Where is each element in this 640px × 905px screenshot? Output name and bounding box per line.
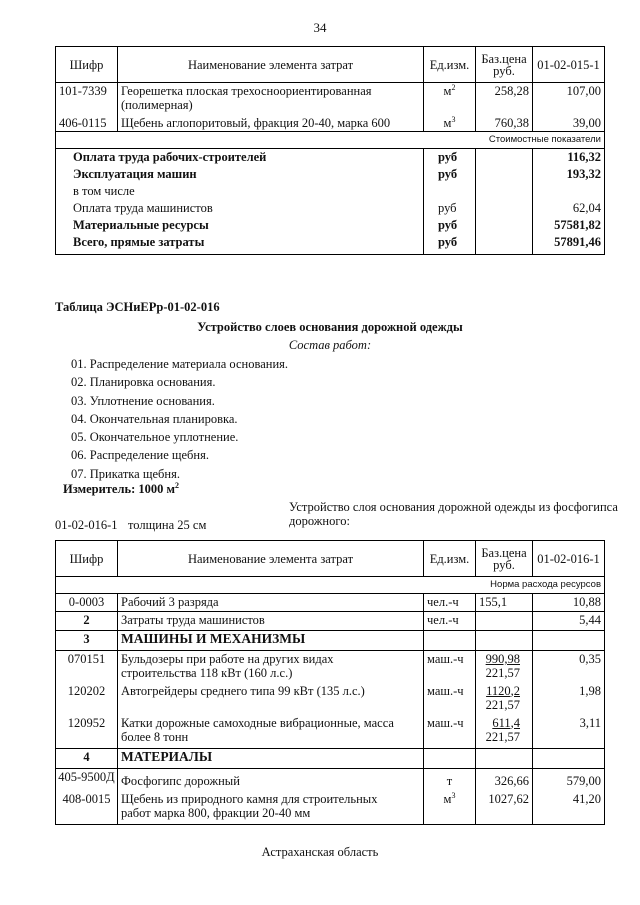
list-item: 04. Окончательная планировка. (71, 411, 238, 426)
list-item: 06. Распределение щебня. (71, 448, 209, 463)
summary-row: Эксплуатация машин руб 193,32 (56, 166, 605, 183)
footer-region: Астраханская область (261, 845, 379, 859)
description-line-1: Устройство слоя основания дорожной одежды из фосфогипса дорожного: (289, 500, 618, 528)
table-title: Таблица ЭСНиЕРр-01-02-016 (55, 300, 220, 314)
header-name: Наименование элемента затрат (118, 541, 424, 577)
table-row: 406-0115 Щебень аглопоритовый, фракция 20-40, марка 600 $м^3$ 760,38 39,00 (56, 115, 605, 132)
norm-header: Норма расхода ресурсов (56, 577, 605, 594)
resource-table (55, 540, 605, 825)
page-number: 34 (313, 20, 327, 35)
meter-label: Измеритель: 1000 $м^2$ (63, 480, 180, 496)
description-code: 01-02-016-1 (55, 518, 118, 532)
header-unit: Ед.изм. (424, 47, 476, 83)
section-subtitle: Устройство слоев основания дорожной одежды (197, 320, 463, 334)
table-row: 2 Затраты труда машинистов чел.-ч 5,44 (56, 612, 605, 631)
summary-row: в том числе (56, 183, 605, 200)
header-column-code: 01-02-015-1 (533, 47, 605, 83)
header-price: Баз.цена руб. (476, 47, 533, 83)
summary-row: Материальные ресурсы руб 57581,82 (56, 217, 605, 234)
cost-table-1 (55, 46, 605, 255)
section-row: 3 МАШИНЫ И МЕХАНИЗМЫ (56, 631, 605, 651)
works-title: Состав работ: (288, 338, 372, 352)
summary-row: Оплата труда рабочих-строителей руб 116,32 (56, 149, 605, 166)
list-item: 03. Уплотнение основания. (71, 393, 215, 408)
table-row: 0-0003 Рабочий 3 разряда чел.-ч 155,1 10,88 (56, 594, 605, 612)
list-item: 02. Планировка основания. (71, 375, 216, 390)
header-price: Баз.цена руб. (476, 541, 533, 577)
works-list (71, 355, 288, 483)
list-item: 07. Прикатка щебня. (71, 466, 180, 481)
list-item: 01. Распределение материала основания. (71, 357, 289, 371)
table-header (56, 47, 605, 83)
header-column-code: 01-02-016-1 (533, 541, 605, 577)
table-row: 408-0015 Щебень из природного камня для строительных работ марка 800, фракции 20-40 мм $м^3$ 1027,62 41,20 (56, 791, 605, 825)
cost-indicators-header: Стоимостные показатели (56, 132, 605, 149)
table-row: 101-7339 Георешетка плоская трехосноориентированная (полимерная) $м^2$ 258,28 107,00 (56, 83, 605, 115)
table-row: 120952 Катки дорожные самоходные вибрационные, масса более 8 тонн маш.-ч 611,4 221,57 3,11 (56, 715, 605, 749)
description-line-2: толщина 25 см (128, 518, 207, 532)
table-header (56, 541, 605, 577)
header-code: Шифр (56, 47, 118, 83)
header-unit: Ед.изм. (424, 541, 476, 577)
header-name: Наименование элемента затрат (118, 47, 424, 83)
table-row: 120202 Автогрейдеры среднего типа 99 кВт (135 л.с.) маш.-ч 1120,2 221,57 1,98 (56, 683, 605, 715)
section-row: 4 МАТЕРИАЛЫ (56, 749, 605, 769)
summary-row: Всего, прямые затраты руб 57891,46 (56, 234, 605, 255)
table-row: 070151 Бульдозеры при работе на других видах строительства 118 кВт (160 л.с.) маш.-ч 990,98 221,57 0,35 (56, 651, 605, 683)
summary-row: Оплата труда машинистов руб 62,04 (56, 200, 605, 217)
header-code: Шифр (56, 541, 118, 577)
list-item: 05. Окончательное уплотнение. (71, 430, 239, 445)
table-row: 405-9500Д Фосфогипс дорожный т 326,66 579,00 (56, 769, 605, 791)
